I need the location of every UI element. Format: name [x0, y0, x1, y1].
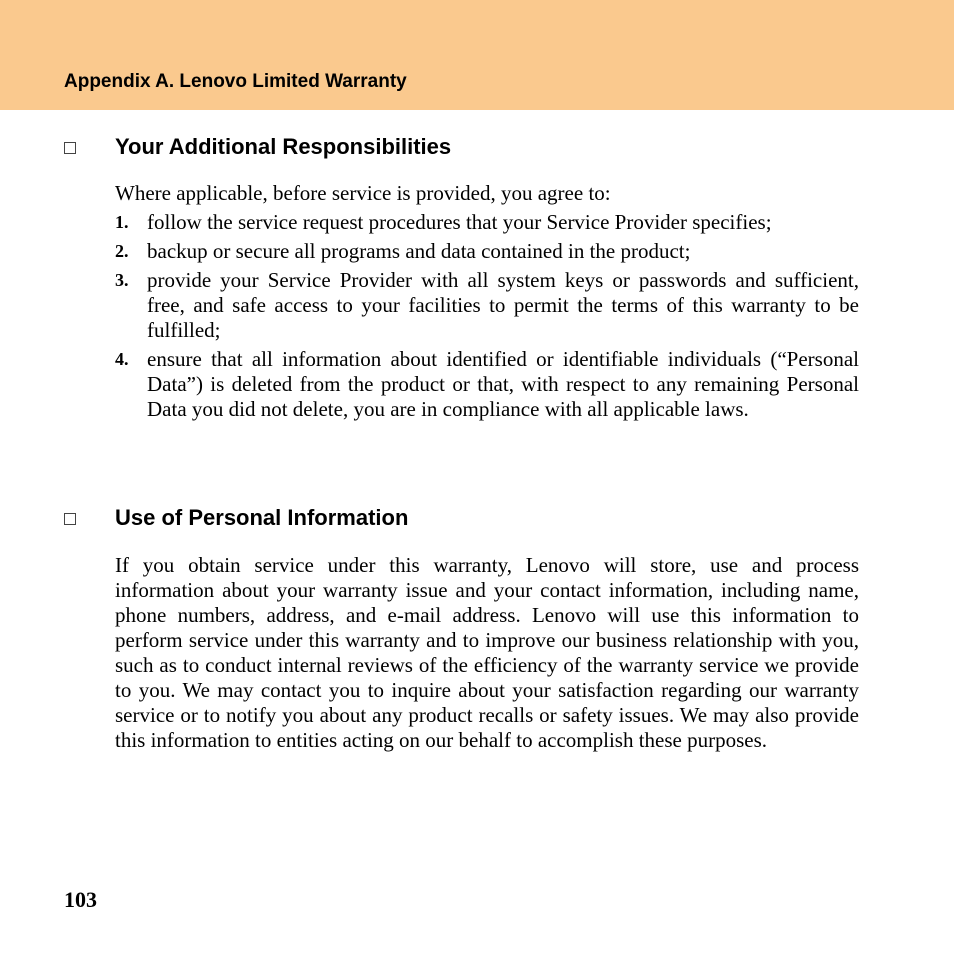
list-number: 3.: [115, 270, 129, 290]
list-number: 1.: [115, 212, 129, 232]
list-item: [115, 347, 859, 422]
list-number: 2.: [115, 241, 129, 261]
list-item: [115, 239, 859, 264]
section-title: Use of Personal Information: [115, 505, 409, 530]
section-title: Your Additional Responsibilities: [115, 134, 452, 159]
section-intro: Where applicable, before service is provided, you agree to:: [115, 181, 611, 205]
list-number: 4.: [115, 349, 129, 369]
responsibilities-list: [115, 210, 859, 426]
page-header-title: Appendix A. Lenovo Limited Warranty: [64, 71, 407, 92]
list-item-text: ensure that all information about identified or identifiable individuals (“Personal Data”) is deleted from the product or that, with respect to any remaining Personal Data you did not delete, you are in compliance with all applicable laws.: [147, 347, 859, 421]
list-item-text: provide your Service Provider with all system keys or passwords and sufficient, free, and safe access to your facilities to permit the terms of this warranty to be fulfilled;: [147, 268, 859, 342]
square-bullet-icon: [64, 513, 76, 525]
list-item-text: backup or secure all programs and data contained in the product;: [147, 239, 691, 263]
square-bullet-icon: [64, 142, 76, 154]
list-item: [115, 210, 859, 235]
section-heading-personal-information: [64, 504, 409, 532]
list-item-text: follow the service request procedures that your Service Provider specifies;: [147, 210, 772, 234]
header-band: [0, 0, 954, 110]
page-number: 103: [64, 887, 97, 912]
list-item: [115, 268, 859, 343]
section-body: If you obtain service under this warranty, Lenovo will store, use and process information about your warranty issue and your contact information, including name, phone numbers, address, and e-mail address. Lenovo will use this information to perform service under this warranty and to improve our business relationship with you, such as to conduct internal reviews of the efficiency of the warranty service we provide to you. We may contact you to inquire about your satisfaction regarding our warranty service or to notify you about any product recalls or safety issues. We may also provide this information to entities acting on our behalf to accomplish these purposes.: [115, 553, 859, 752]
section-heading-responsibilities: [64, 133, 452, 161]
